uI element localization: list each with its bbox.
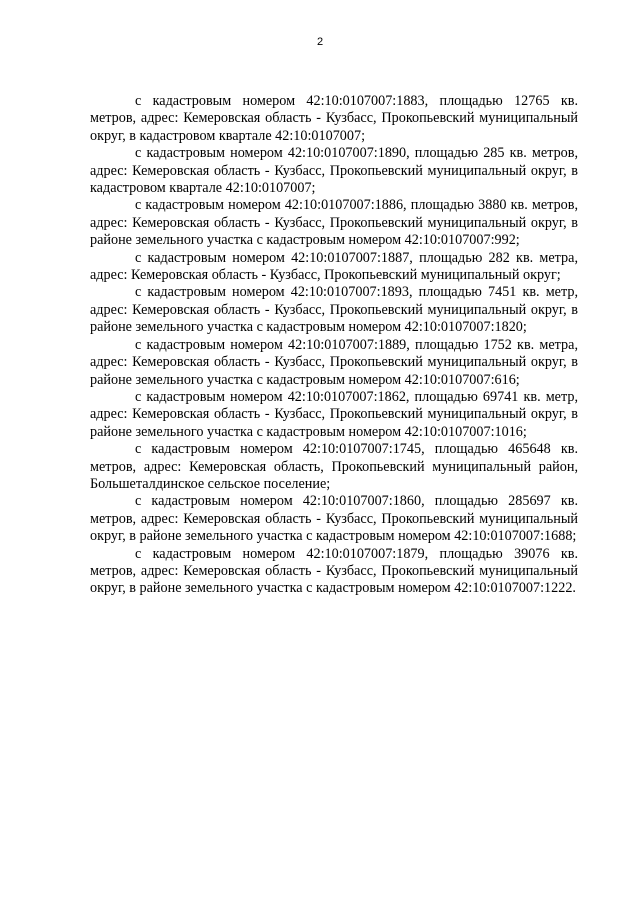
list-item: с кадастровым номером 42:10:0107007:1886, площадью 3880 кв. метров, адрес: Кемеровская область - Кузбасс, Прокопьевский муниципальный округ, в районе земельного участка с кадастровым номером 42:10:0107007:992;: [90, 197, 578, 249]
list-item: с кадастровым номером 42:10:0107007:1862, площадью 69741 кв. метр, адрес: Кемеровская область - Кузбасс, Прокопьевский муниципальный округ, в районе земельного участка с кадастровым номером 42:10:0107007:1016;: [90, 388, 578, 440]
list-item: с кадастровым номером 42:10:0107007:1860, площадью 285697 кв. метров, адрес: Кемеровская область - Кузбасс, Прокопьевский муниципальный округ, в районе земельного участка с кадастровым номером 42:10:0107007:1688;: [90, 493, 578, 545]
list-item: с кадастровым номером 42:10:0107007:1890, площадью 285 кв. метров, адрес: Кемеровская область - Кузбасс, Прокопьевский муниципальный округ, в кадастровом квартале 42:10:0107007;: [90, 145, 578, 197]
list-item: с кадастровым номером 42:10:0107007:1879, площадью 39076 кв. метров, адрес: Кемеровская область - Кузбасс, Прокопьевский муниципальный округ, в районе земельного участка с кадастровым номером 42:10:0107007:1222.: [90, 545, 578, 597]
document-body: [90, 93, 578, 598]
page-number: 2: [316, 36, 324, 48]
list-item: с кадастровым номером 42:10:0107007:1883, площадью 12765 кв. метров, адрес: Кемеровская область - Кузбасс, Прокопьевский муниципальный округ, в кадастровом квартале 42:10:0107007;: [90, 93, 578, 144]
list-item: с кадастровым номером 42:10:0107007:1745, площадью 465648 кв. метров, адрес: Кемеровская область, Прокопьевский муниципальный район, Большеталдинское сельское поселение;: [90, 441, 578, 492]
list-item: с кадастровым номером 42:10:0107007:1887, площадью 282 кв. метра, адрес: Кемеровская область - Кузбасс, Прокопьевский муниципальный округ;: [90, 249, 578, 284]
list-item: с кадастровым номером 42:10:0107007:1893, площадью 7451 кв. метр, адрес: Кемеровская область - Кузбасс, Прокопьевский муниципальный округ, в районе земельного участка с кадастровым номером 42:10:0107007:1820;: [90, 284, 578, 336]
list-item: с кадастровым номером 42:10:0107007:1889, площадью 1752 кв. метра, адрес: Кемеровская область - Кузбасс, Прокопьевский муниципальный округ, в районе земельного участка с кадастровым номером 42:10:0107007:616;: [90, 336, 578, 388]
